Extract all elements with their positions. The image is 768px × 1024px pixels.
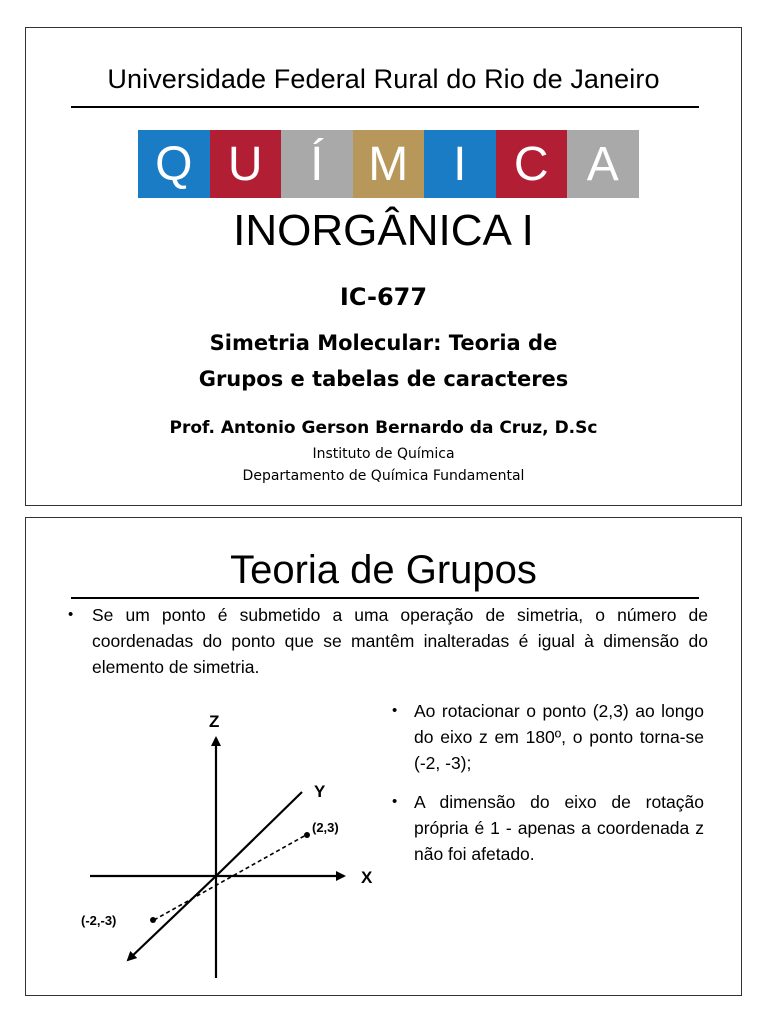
- subtitle-line-2: Grupos e tabelas de caracteres: [198, 367, 569, 391]
- logo-letter-i-accent: Í: [281, 130, 353, 198]
- department-name: Departamento de Química Fundamental: [242, 468, 525, 484]
- y-axis-line: [216, 792, 302, 876]
- point-connector: [154, 835, 306, 920]
- side-bullet-list: [392, 698, 704, 880]
- logo-letter-c: C: [496, 130, 568, 198]
- course-code: IC-677: [339, 283, 428, 311]
- bullet-icon: •: [68, 606, 74, 623]
- group-theory-slide: [25, 517, 742, 996]
- subtitle-line-1: Simetria Molecular: Teoria de: [209, 331, 558, 355]
- bullet-icon: •: [392, 793, 398, 810]
- x-axis-label: X: [361, 868, 373, 887]
- point-b-label: (-2,-3): [81, 913, 117, 928]
- side-bullet-text: Ao rotacionar o ponto (2,3) ao longo do eixo z em 180º, o ponto torna-se (-2, -3);: [414, 701, 704, 773]
- logo-letter-a: A: [567, 130, 639, 198]
- y-axis-label: Y: [314, 782, 326, 801]
- side-bullet-text: A dimensão do eixo de rotação própria é 1 - apenas a coordenada z não foi afetado.: [414, 792, 704, 864]
- rotation-diagram: [76, 698, 386, 988]
- title-slide: [25, 27, 742, 506]
- bullet-icon: •: [392, 702, 398, 719]
- quimica-logo: [138, 130, 639, 198]
- logo-letter-u: U: [210, 130, 282, 198]
- course-title: INORGÂNICA I: [233, 206, 534, 255]
- title-divider: [71, 597, 699, 599]
- main-bullet-text: Se um ponto é submetido a uma operação de simetria, o número de coordenadas do ponto que se mantêm inalteradas é igual à dimensão do elemento de simetria.: [92, 605, 708, 677]
- professor-name: Prof. Antonio Gerson Bernardo da Cruz, D.Sc: [169, 418, 598, 438]
- point-neg-2-neg-3: [150, 917, 156, 923]
- side-bullet-item: [392, 789, 704, 867]
- logo-letter-m: M: [353, 130, 425, 198]
- main-bullet: [68, 602, 708, 680]
- title-divider: [71, 106, 699, 108]
- slide-title: Teoria de Grupos: [230, 548, 537, 592]
- logo-letter-i: I: [424, 130, 496, 198]
- logo-letter-q: Q: [138, 130, 210, 198]
- side-bullet-item: [392, 698, 704, 776]
- z-axis-label: Z: [209, 712, 220, 731]
- point-2-3: [304, 832, 310, 838]
- point-a-label: (2,3): [312, 820, 339, 835]
- institute-name: Instituto de Química: [312, 446, 455, 462]
- university-name: Universidade Federal Rural do Rio de Janeiro: [107, 64, 660, 94]
- y-axis-negative-line: [128, 876, 216, 960]
